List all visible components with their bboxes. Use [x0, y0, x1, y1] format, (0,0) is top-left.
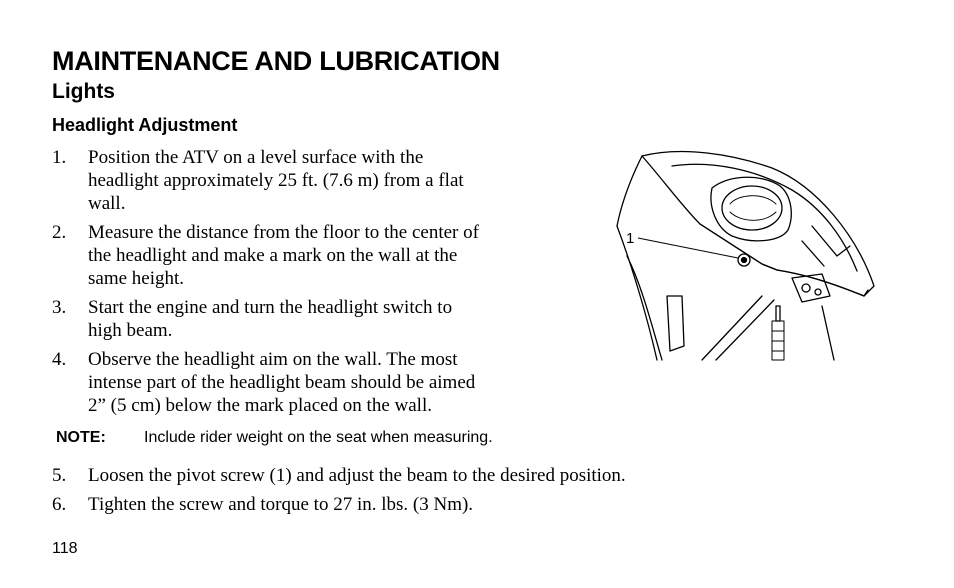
- step-line: wall.: [88, 193, 126, 214]
- note-text: Include rider weight on the seat when measuring.: [144, 429, 493, 446]
- step-text: [88, 493, 473, 516]
- note-label: NOTE:: [56, 429, 106, 446]
- step-text: [88, 464, 626, 487]
- step-line: Observe the headlight aim on the wall. The most: [88, 349, 458, 370]
- headlight-illustration: [612, 146, 882, 362]
- headlight-housing: [711, 177, 791, 241]
- step-line: same height.: [88, 268, 185, 289]
- shock: [772, 321, 784, 360]
- section-title: Lights: [52, 80, 115, 103]
- note: [56, 429, 493, 447]
- step-number: 5.: [52, 465, 67, 486]
- step-text: [88, 221, 479, 290]
- frame-tube: [822, 306, 834, 360]
- step-line: Position the ATV on a level surface with the: [88, 147, 424, 168]
- step-text: [88, 296, 452, 342]
- shock-top: [776, 306, 780, 321]
- frame-tube: [702, 296, 762, 360]
- headlight-reflector: [730, 196, 776, 221]
- step-number: 4.: [52, 349, 67, 370]
- callout-label: 1: [626, 230, 635, 247]
- step-number: 6.: [52, 494, 67, 515]
- hood-outline: [642, 152, 874, 296]
- step-line: Start the engine and turn the headlight switch to: [88, 297, 453, 318]
- step-text: [88, 348, 475, 417]
- step-line: Loosen the pivot screw (1) and adjust the beam to the desired position.: [88, 465, 626, 486]
- step-line: 2” (5 cm) below the mark placed on the wall.: [88, 395, 432, 416]
- frame-tube: [716, 300, 774, 360]
- step-line: headlight approximately 25 ft. (7.6 m) from a flat: [88, 170, 464, 191]
- step-number: 1.: [52, 147, 67, 168]
- hood-fold: [672, 164, 857, 271]
- step-number: 3.: [52, 297, 67, 318]
- fascia-right: [802, 226, 850, 266]
- step-line: Tighten the screw and torque to 27 in. lbs. (3 Nm).: [88, 494, 474, 515]
- step-number: 2.: [52, 222, 67, 243]
- subsection-title: Headlight Adjustment: [52, 115, 238, 135]
- fascia-left: [617, 156, 642, 226]
- frame-tube: [617, 226, 657, 360]
- headlight-lens: [722, 186, 782, 230]
- callout-leader: [638, 238, 738, 258]
- step-line: intense part of the headlight beam should be aimed: [88, 372, 476, 393]
- step-line: high beam.: [88, 320, 173, 341]
- step-line: Measure the distance from the floor to the center of: [88, 222, 479, 243]
- mount: [667, 296, 684, 351]
- page-number: 118: [52, 540, 78, 557]
- chapter-title: MAINTENANCE AND LUBRICATION: [52, 46, 500, 76]
- step-text: [88, 146, 464, 215]
- step-line: the headlight and make a mark on the wall at the: [88, 245, 458, 266]
